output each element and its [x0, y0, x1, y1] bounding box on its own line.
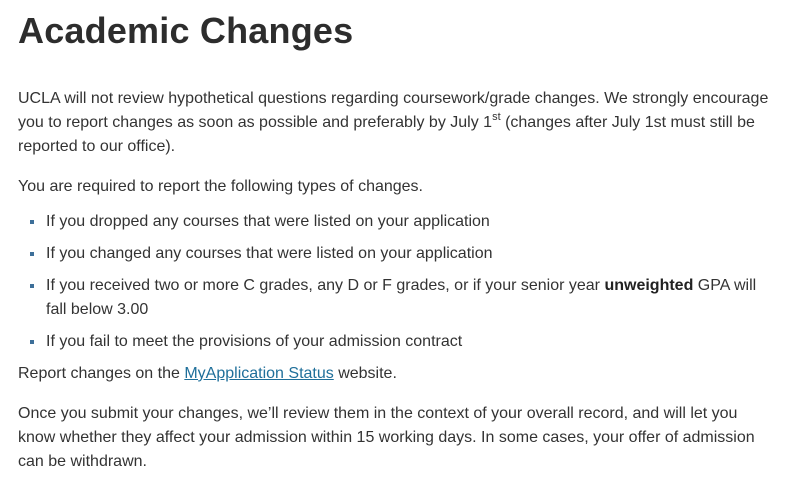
intro-text: UCLA will not review hypothetical questions regarding coursework/grade changes. We strongly encourage you to report changes as soon as possible and preferably by July 1	[18, 90, 769, 131]
report-text-after: website.	[333, 365, 397, 382]
page-title: Academic Changes	[18, 10, 354, 51]
list-item-text-after: GPA will fall below 3.00	[46, 277, 757, 318]
square-bullet-icon	[30, 220, 34, 224]
submit-paragraph: Once you submit your changes, we’ll review them in the context of your overall record, and will let you know whether they affect your admission within 15 working days. In some cases, your offer of admission can be withdrawn.	[18, 405, 755, 470]
list-item-text: If you dropped any courses that were listed on your application	[46, 213, 490, 230]
square-bullet-icon	[30, 340, 34, 344]
square-bullet-icon	[30, 252, 34, 256]
list-item-text: If you changed any courses that were listed on your application	[46, 245, 493, 262]
list-item	[30, 274, 778, 322]
list-item	[30, 242, 778, 266]
list-item-text: If you received two or more C grades, any D or F grades, or if your senior year	[46, 277, 605, 294]
square-bullet-icon	[30, 284, 34, 288]
changes-list	[18, 210, 778, 354]
report-paragraph	[18, 362, 778, 386]
list-item	[30, 210, 778, 234]
intro-text-after: (changes after July 1st must still be reported to our office).	[18, 114, 755, 155]
list-item-text: If you fail to meet the provisions of your admission contract	[46, 333, 463, 350]
list-item-bold-text: unweighted	[604, 277, 694, 294]
myapplication-status-link[interactable]: MyApplication Status	[184, 365, 334, 382]
intro-superscript: st	[492, 110, 501, 123]
intro-paragraph	[18, 87, 778, 159]
report-text: Report changes on the	[18, 365, 185, 382]
list-item	[30, 330, 778, 354]
required-paragraph: You are required to report the following types of changes.	[18, 178, 423, 195]
